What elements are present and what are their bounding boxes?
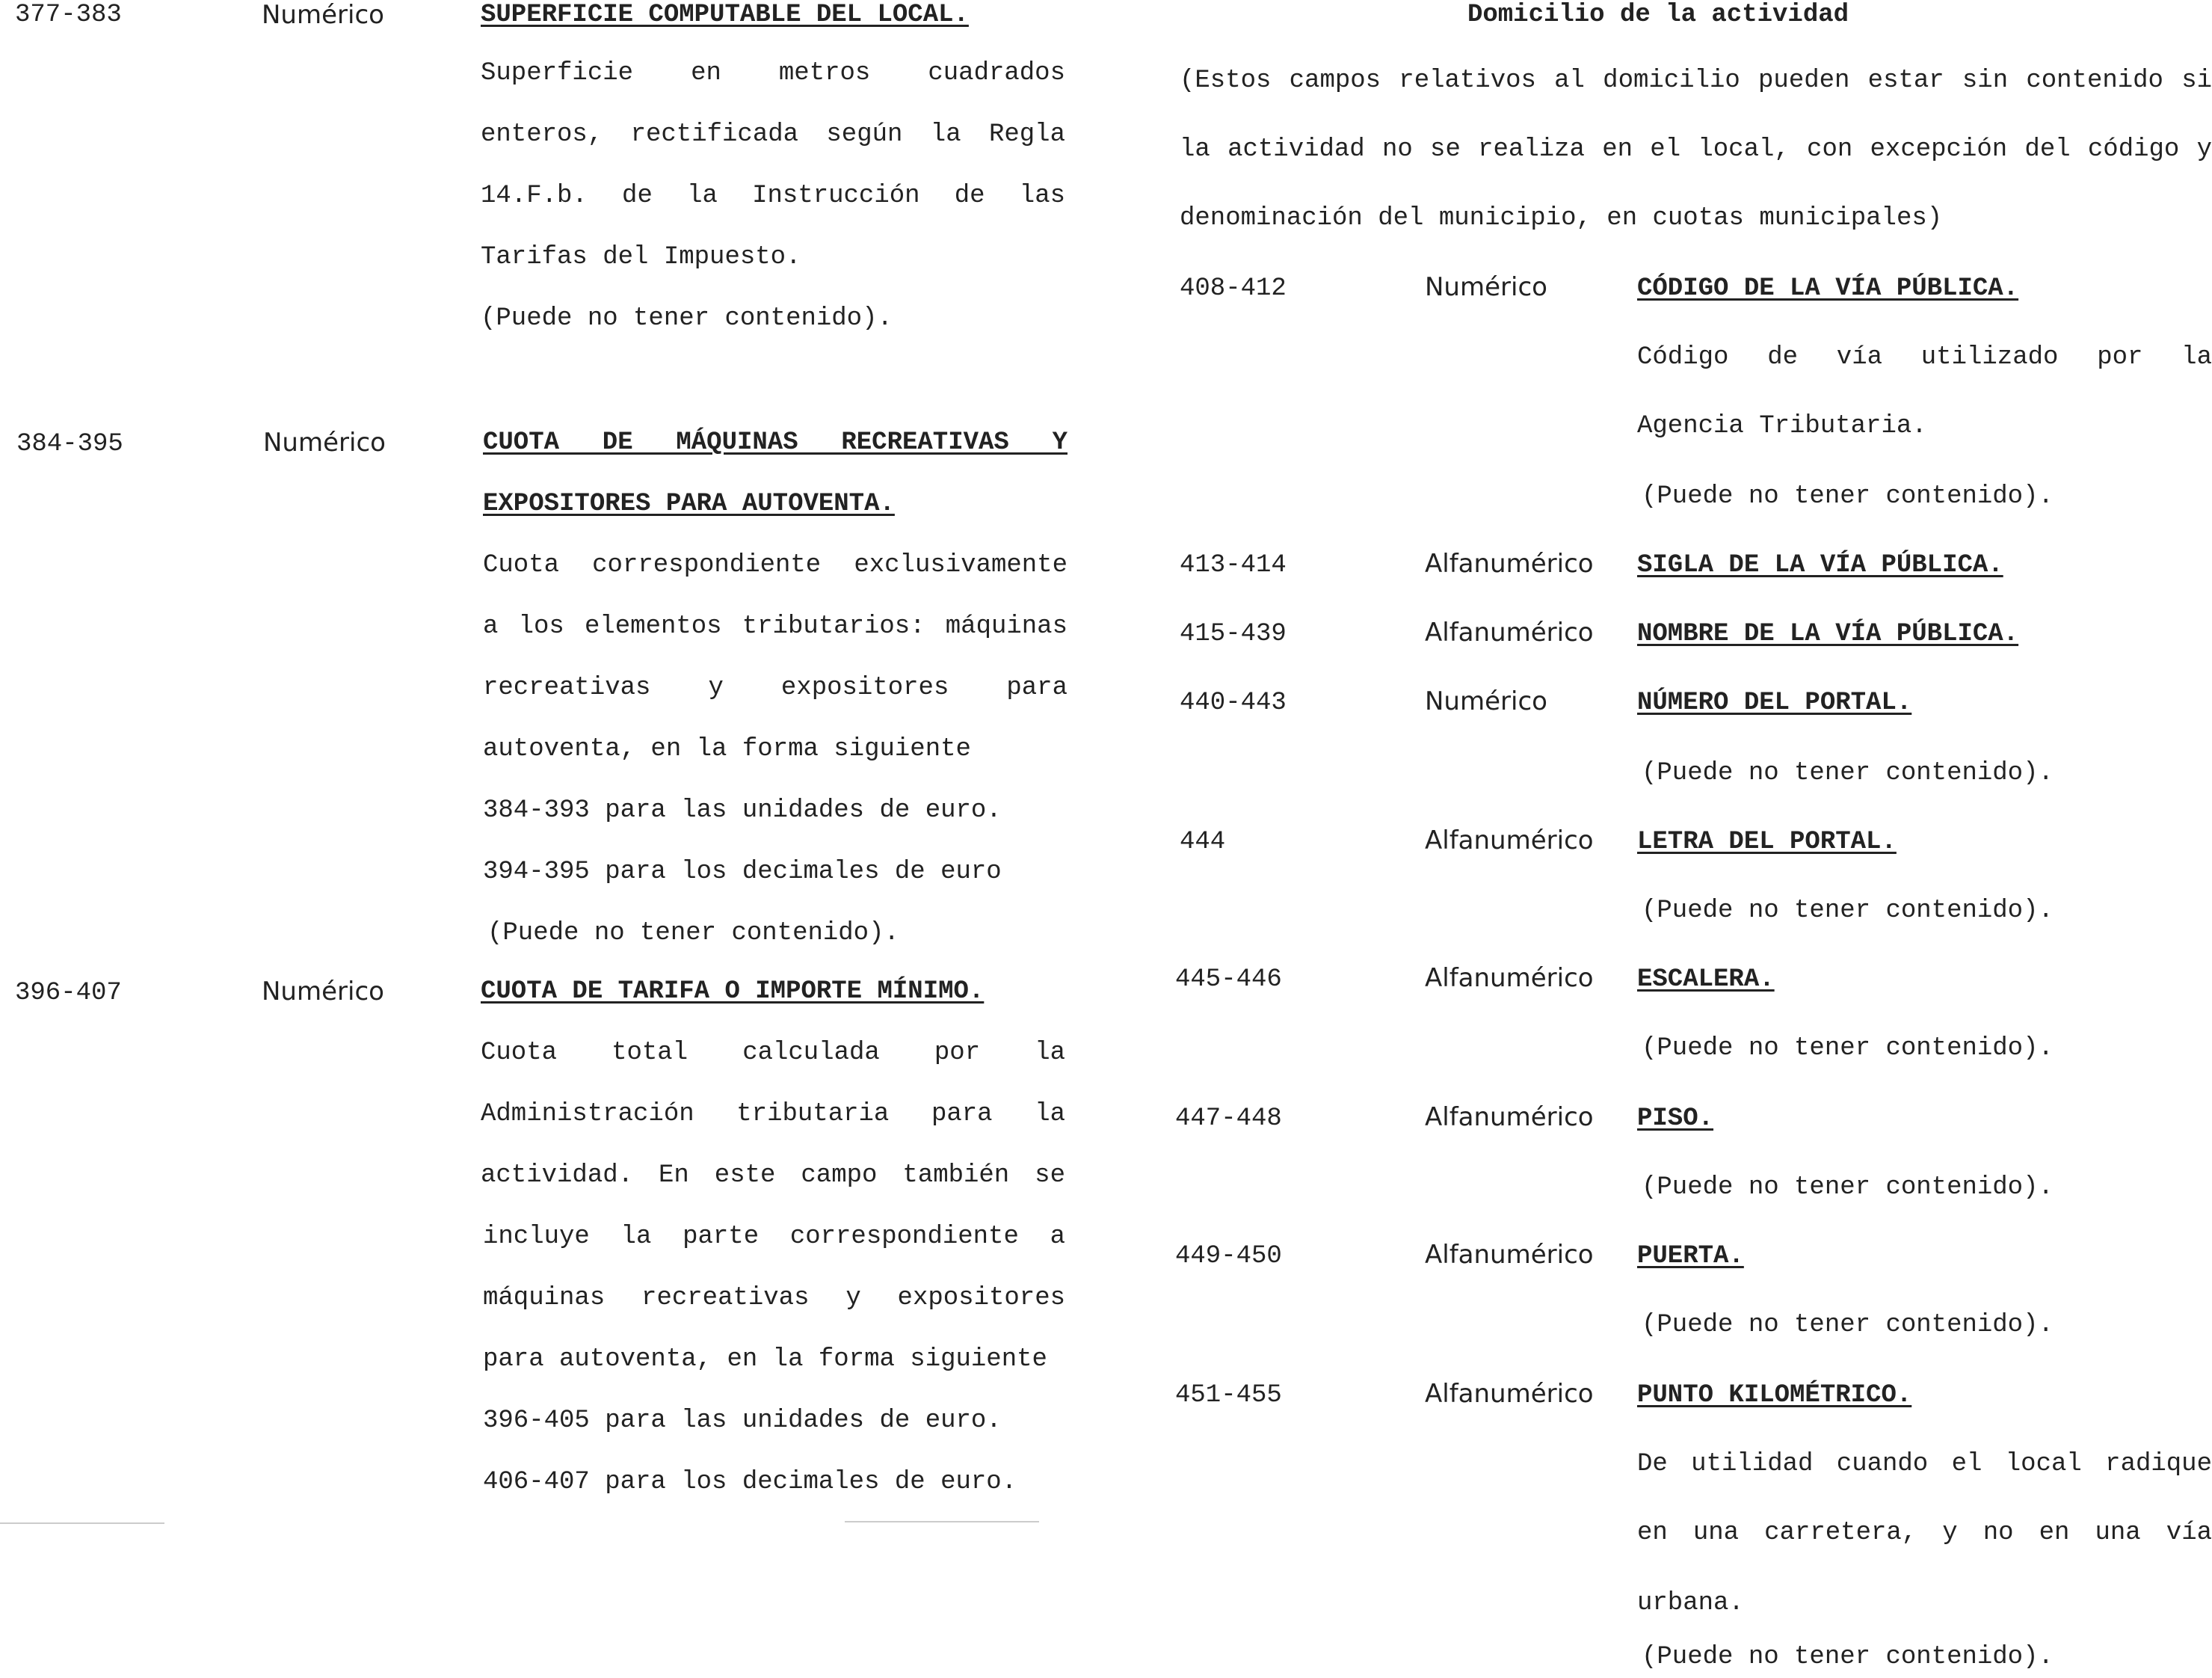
field-note: (Puede no tener contenido). <box>1642 1311 2054 1339</box>
field-type: Numérico <box>262 977 384 1007</box>
field-type: Alfanumérico <box>1425 826 1594 855</box>
field-type: Numérico <box>262 0 384 30</box>
scan-artifact-line <box>0 1522 164 1524</box>
field-description-line: recreativas y expositores para <box>483 674 1068 702</box>
field-description-line: enteros, rectificada según la Regla <box>481 120 1065 149</box>
field-range: 377-383 <box>15 1 122 29</box>
field-range: 440-443 <box>1180 689 1287 717</box>
field-type: Alfanumérico <box>1425 549 1594 579</box>
field-note: (Puede no tener contenido). <box>481 304 893 333</box>
field-range: 384-395 <box>16 430 123 458</box>
field-note: (Puede no tener contenido). <box>1642 482 2054 511</box>
field-type: Numérico <box>1425 272 1547 302</box>
field-description-line: 406-407 para los decimales de euro. <box>483 1468 1017 1496</box>
field-description-line: 396-405 para las unidades de euro. <box>483 1407 1002 1435</box>
field-description-line: Cuota correspondiente exclusivamente <box>483 551 1068 580</box>
field-note: (Puede no tener contenido). <box>1642 1643 2054 1671</box>
field-range: 445-446 <box>1175 965 1282 994</box>
intro-line: (Estos campos relativos al domicilio pueden estar sin contenido si <box>1180 67 2212 95</box>
field-description-line: Código de vía utilizado por la <box>1637 343 2212 372</box>
field-description-line: Tarifas del Impuesto. <box>481 243 801 271</box>
field-description-line: 14.F.b. de la Instrucción de las <box>481 182 1065 210</box>
field-range: 451-455 <box>1175 1381 1282 1410</box>
field-description-line: a los elementos tributarios: máquinas <box>483 612 1068 641</box>
field-title: PISO. <box>1637 1104 1714 1133</box>
field-type: Alfanumérico <box>1425 1240 1594 1270</box>
field-title: CÓDIGO DE LA VÍA PÚBLICA. <box>1637 274 2019 303</box>
field-description-line: actividad. En este campo también se <box>481 1161 1065 1190</box>
field-note: (Puede no tener contenido). <box>1642 1173 2054 1202</box>
field-range: 408-412 <box>1180 274 1287 303</box>
field-note: (Puede no tener contenido). <box>1642 897 2054 925</box>
field-title: PUNTO KILOMÉTRICO. <box>1637 1381 1912 1410</box>
field-title: CUOTA DE TARIFA O IMPORTE MÍNIMO. <box>481 977 985 1006</box>
field-description-line: 394-395 para los decimales de euro <box>483 858 1002 886</box>
field-description-line: Administración tributaria para la <box>481 1100 1065 1128</box>
field-title: NOMBRE DE LA VÍA PÚBLICA. <box>1637 620 2019 648</box>
field-range: 444 <box>1180 828 1226 856</box>
field-range: 449-450 <box>1175 1242 1282 1270</box>
field-note: (Puede no tener contenido). <box>1642 759 2054 787</box>
field-description-line: máquinas recreativas y expositores <box>483 1284 1065 1312</box>
field-range: 447-448 <box>1175 1104 1282 1133</box>
field-title: NÚMERO DEL PORTAL. <box>1637 689 1912 717</box>
field-title: EXPOSITORES PARA AUTOVENTA. <box>483 490 895 518</box>
scan-artifact-line <box>845 1521 1039 1522</box>
field-note: (Puede no tener contenido). <box>487 919 899 947</box>
field-description-line: Superficie en metros cuadrados <box>481 59 1065 87</box>
field-note: (Puede no tener contenido). <box>1642 1034 2054 1063</box>
field-type: Alfanumérico <box>1425 618 1594 648</box>
field-title: CUOTA DE MÁQUINAS RECREATIVAS Y <box>483 428 1068 457</box>
field-description-line: para autoventa, en la forma siguiente <box>483 1345 1047 1374</box>
field-type: Alfanumérico <box>1425 1379 1594 1409</box>
field-description-line: urbana. <box>1637 1589 1744 1617</box>
field-description-line: autoventa, en la forma siguiente <box>483 735 971 763</box>
field-description-line: Cuota total calculada por la <box>481 1039 1065 1067</box>
field-title: ESCALERA. <box>1637 965 1775 994</box>
field-description-line: Agencia Tributaria. <box>1637 412 1927 440</box>
field-range: 415-439 <box>1180 620 1287 648</box>
field-description-line: De utilidad cuando el local radique <box>1637 1450 2212 1478</box>
field-title: SUPERFICIE COMPUTABLE DEL LOCAL. <box>481 1 969 29</box>
field-type: Numérico <box>1425 686 1547 716</box>
field-title: SIGLA DE LA VÍA PÚBLICA. <box>1637 551 2003 580</box>
field-type: Alfanumérico <box>1425 1102 1594 1132</box>
field-title: PUERTA. <box>1637 1242 1744 1270</box>
field-description-line: 384-393 para las unidades de euro. <box>483 796 1002 825</box>
field-description-line: en una carretera, y no en una vía <box>1637 1519 2212 1547</box>
field-type: Alfanumérico <box>1425 963 1594 993</box>
intro-line: denominación del municipio, en cuotas municipales) <box>1180 204 1943 233</box>
section-title: Domicilio de la actividad <box>1467 1 1849 29</box>
field-description-line: incluye la parte correspondiente a <box>483 1223 1065 1251</box>
field-title: LETRA DEL PORTAL. <box>1637 828 1897 856</box>
field-type: Numérico <box>263 428 386 458</box>
field-range: 396-407 <box>15 979 122 1007</box>
intro-line: la actividad no se realiza en el local, con excepción del código y <box>1180 135 2212 164</box>
field-range: 413-414 <box>1180 551 1287 580</box>
